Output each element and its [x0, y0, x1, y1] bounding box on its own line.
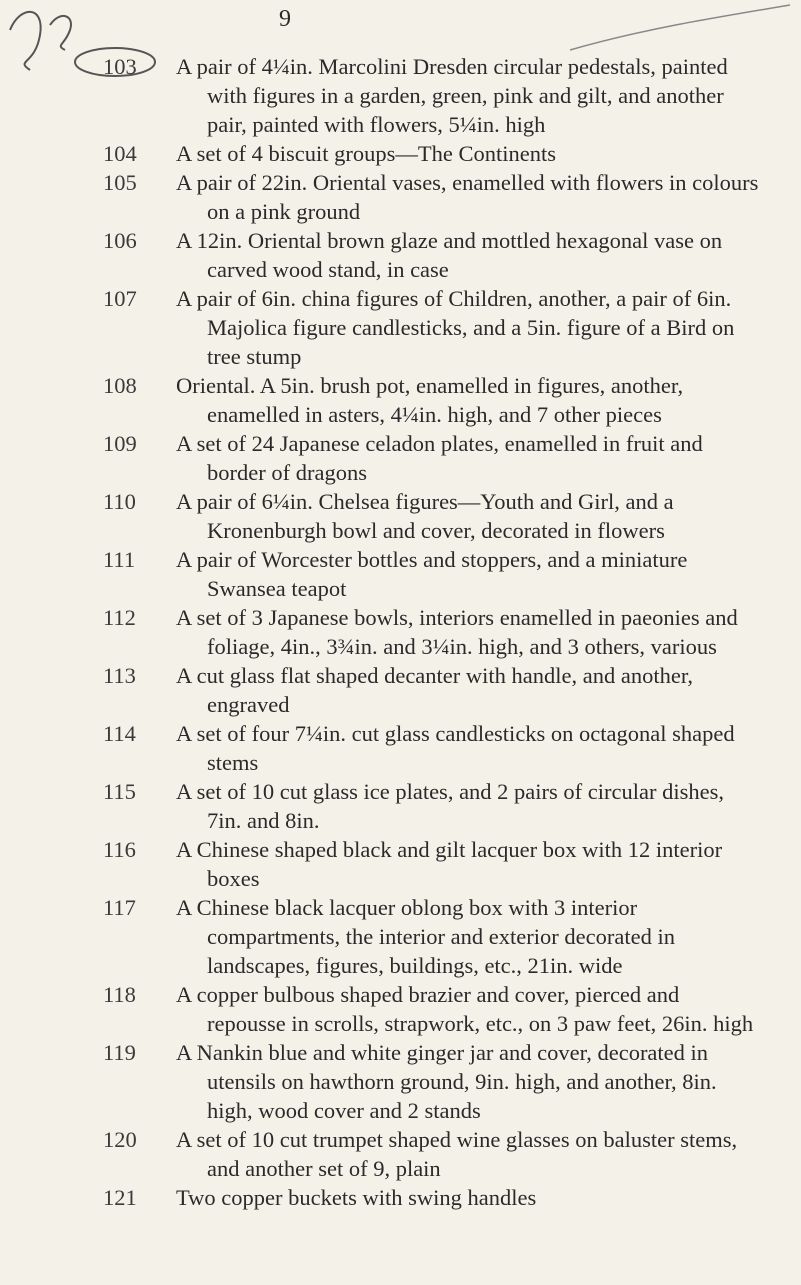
lot-number: 120	[103, 1127, 137, 1152]
lot-entry	[0, 719, 801, 777]
lot-number: 117	[103, 895, 136, 920]
lot-number: 108	[103, 373, 137, 398]
lot-number: 119	[103, 1040, 136, 1065]
handwritten-annotation-right	[560, 0, 800, 60]
lot-description: A set of 10 cut glass ice plates, and 2 pairs of circular dishes, 7in. and 8in.	[176, 779, 724, 833]
lot-description: A pair of Worcester bottles and stoppers, and a miniature Swansea teapot	[176, 547, 688, 601]
lot-description: A pair of 6¼in. Chelsea figures—Youth and Girl, and a Kronenburgh bowl and cover, decorated in flowers	[176, 489, 674, 543]
lot-entry	[0, 52, 801, 139]
lot-entry	[0, 1183, 801, 1212]
lot-description: A Nankin blue and white ginger jar and cover, decorated in utensils on hawthorn ground, 9in. high, and another, 8in. high, wood cover and 2 stands	[176, 1040, 717, 1123]
lot-number: 112	[103, 605, 136, 630]
lot-number: 104	[103, 141, 137, 166]
lot-description: A set of 4 biscuit groups—The Continents	[176, 141, 556, 166]
lot-entry	[0, 168, 801, 226]
lot-number: 121	[103, 1185, 137, 1210]
lot-number: 111	[103, 547, 136, 572]
lot-entry	[0, 139, 801, 168]
lot-description: A set of four 7¼in. cut glass candlesticks on octagonal shaped stems	[176, 721, 735, 775]
lot-entry	[0, 980, 801, 1038]
lot-entry	[0, 1038, 801, 1125]
lot-entry	[0, 661, 801, 719]
lot-number: 110	[103, 489, 136, 514]
lot-description: A set of 10 cut trumpet shaped wine glasses on baluster stems, and another set of 9, plain	[176, 1127, 738, 1181]
lot-entry	[0, 371, 801, 429]
lot-description: A set of 24 Japanese celadon plates, enamelled in fruit and border of dragons	[176, 431, 703, 485]
lot-description: A cut glass flat shaped decanter with handle, and another, engraved	[176, 663, 694, 717]
page-number: 9	[279, 6, 291, 32]
lot-number: 107	[103, 286, 137, 311]
lot-entry	[0, 226, 801, 284]
lot-number: 103	[103, 54, 137, 79]
lot-number: 109	[103, 431, 137, 456]
lot-number: 105	[103, 170, 137, 195]
lot-description: A pair of 4¼in. Marcolini Dresden circular pedestals, painted with figures in a garden, green, pink and gilt, and another pair, painted with flowers, 5¼in. high	[176, 54, 728, 137]
lot-number: 115	[103, 779, 136, 804]
lot-description: Two copper buckets with swing handles	[176, 1185, 537, 1210]
lot-number: 118	[103, 982, 136, 1007]
lot-entry	[0, 545, 801, 603]
lot-number: 113	[103, 663, 136, 688]
lot-entry	[0, 835, 801, 893]
lot-description: A pair of 6in. china figures of Children, another, a pair of 6in. Majolica figure candlesticks, and a 5in. figure of a Bird on tree stump	[176, 286, 735, 369]
lot-entry	[0, 1125, 801, 1183]
lot-entry	[0, 777, 801, 835]
lot-description: A pair of 22in. Oriental vases, enamelled with flowers in colours on a pink ground	[176, 170, 759, 224]
lot-description: A 12in. Oriental brown glaze and mottled hexagonal vase on carved wood stand, in case	[176, 228, 723, 282]
lot-entry	[0, 603, 801, 661]
lot-entry	[0, 284, 801, 371]
lot-list	[0, 52, 801, 1212]
lot-description: A copper bulbous shaped brazier and cover, pierced and repousse in scrolls, strapwork, etc., on 3 paw feet, 26in. high	[176, 982, 754, 1036]
lot-description: Oriental. A 5in. brush pot, enamelled in figures, another, enamelled in asters, 4¼in. high, and 7 other pieces	[176, 373, 684, 427]
lot-number: 106	[103, 228, 137, 253]
lot-entry	[0, 487, 801, 545]
lot-number: 116	[103, 837, 136, 862]
lot-description: A Chinese black lacquer oblong box with 3 interior compartments, the interior and exterior decorated in landscapes, figures, buildings, etc., 21in. wide	[176, 895, 675, 978]
lot-number: 114	[103, 721, 136, 746]
lot-description: A set of 3 Japanese bowls, interiors enamelled in paeonies and foliage, 4in., 3¾in. and 3¼in. high, and 3 others, various	[176, 605, 738, 659]
lot-entry	[0, 893, 801, 980]
lot-description: A Chinese shaped black and gilt lacquer box with 12 interior boxes	[176, 837, 723, 891]
lot-entry	[0, 429, 801, 487]
